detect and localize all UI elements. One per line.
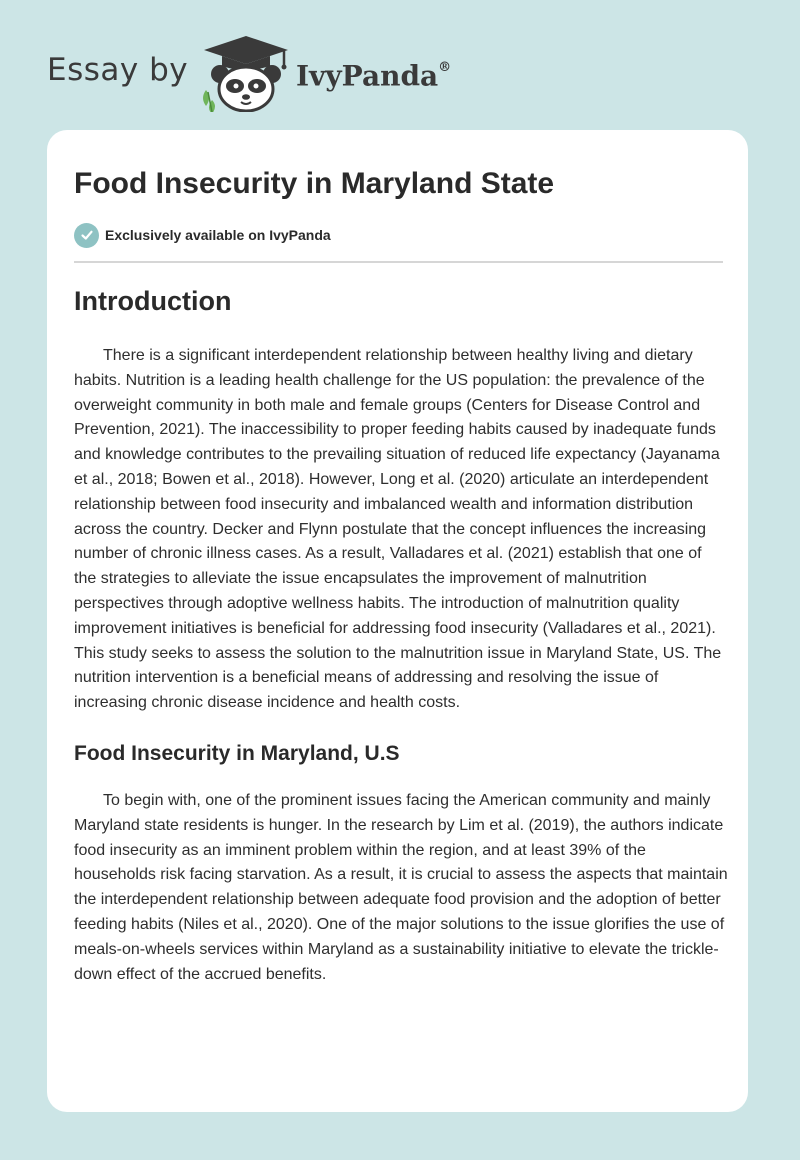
panda-graduate-logo-icon[interactable]	[198, 34, 294, 112]
site-header	[0, 0, 800, 128]
brand-name[interactable]	[296, 52, 451, 96]
section-heading-introduction: Introduction	[74, 286, 232, 316]
exclusive-label: Exclusively available on IvyPanda	[105, 227, 331, 243]
check-circle-icon	[74, 223, 99, 248]
exclusive-badge	[74, 222, 331, 248]
brand-name-text: IvyPanda	[296, 59, 439, 93]
essay-by-label: Essay by	[47, 52, 189, 88]
trademark-symbol: ®	[438, 60, 452, 75]
article-title: Food Insecurity in Maryland State	[74, 167, 555, 200]
article-card	[47, 130, 748, 1112]
paragraph-food-insecurity: To begin with, one of the prominent issues facing the American community and mainly Maryland state residents is hunger. In the research by Lim et al. (2019), the authors indicate food insecurity as an imminent problem within the region, and at least 39% of the households risk facing starvation. As a result, it is crucial to assess the aspects that maintain the interdependent relationship between adequate food provision and the adoption of better feeding habits (Niles et al., 2020). One of the major solutions to the issue glorifies the use of meals-on-wheels services within Maryland as a sustainability initiative to elevate the trickle-down effect of the accrued benefits.	[74, 791, 728, 983]
divider	[74, 261, 723, 263]
section-heading-food-insecurity: Food Insecurity in Maryland, U.S	[74, 741, 400, 765]
paragraph-introduction: There is a significant interdependent relationship between healthy living and dietary habits. Nutrition is a leading health challenge for the US population: the prevalence of the overweight community in both male and female groups (Centers for Disease Control and Prevention, 2021). The inaccessibility to proper feeding habits caused by inadequate funds and knowledge contributes to the prevailing situation of reduced life expectancy (Jayanama et al., 2018; Bowen et al., 2018). However, Long et al. (2020) articulate an interdependent relationship between food insecurity and imbalanced wealth and information distribution across the country. Decker and Flynn postulate that the concept influences the increasing number of chronic illness cases. As a result, Valladares et al. (2021) establish that one of the strategies to alleviate the issue encapsulates the improvement of malnutrition perspectives through adoptive wellness habits. The introduction of malnutrition quality improvement initiatives is beneficial for addressing food insecurity (Valladares et al., 2021). This study seeks to assess the solution to the malnutrition issue in Maryland State, US. The nutrition intervention is a beneficial means of addressing and resolving the issue of increasing chronic disease incidence and health costs.	[74, 347, 722, 712]
article-body	[74, 281, 728, 987]
